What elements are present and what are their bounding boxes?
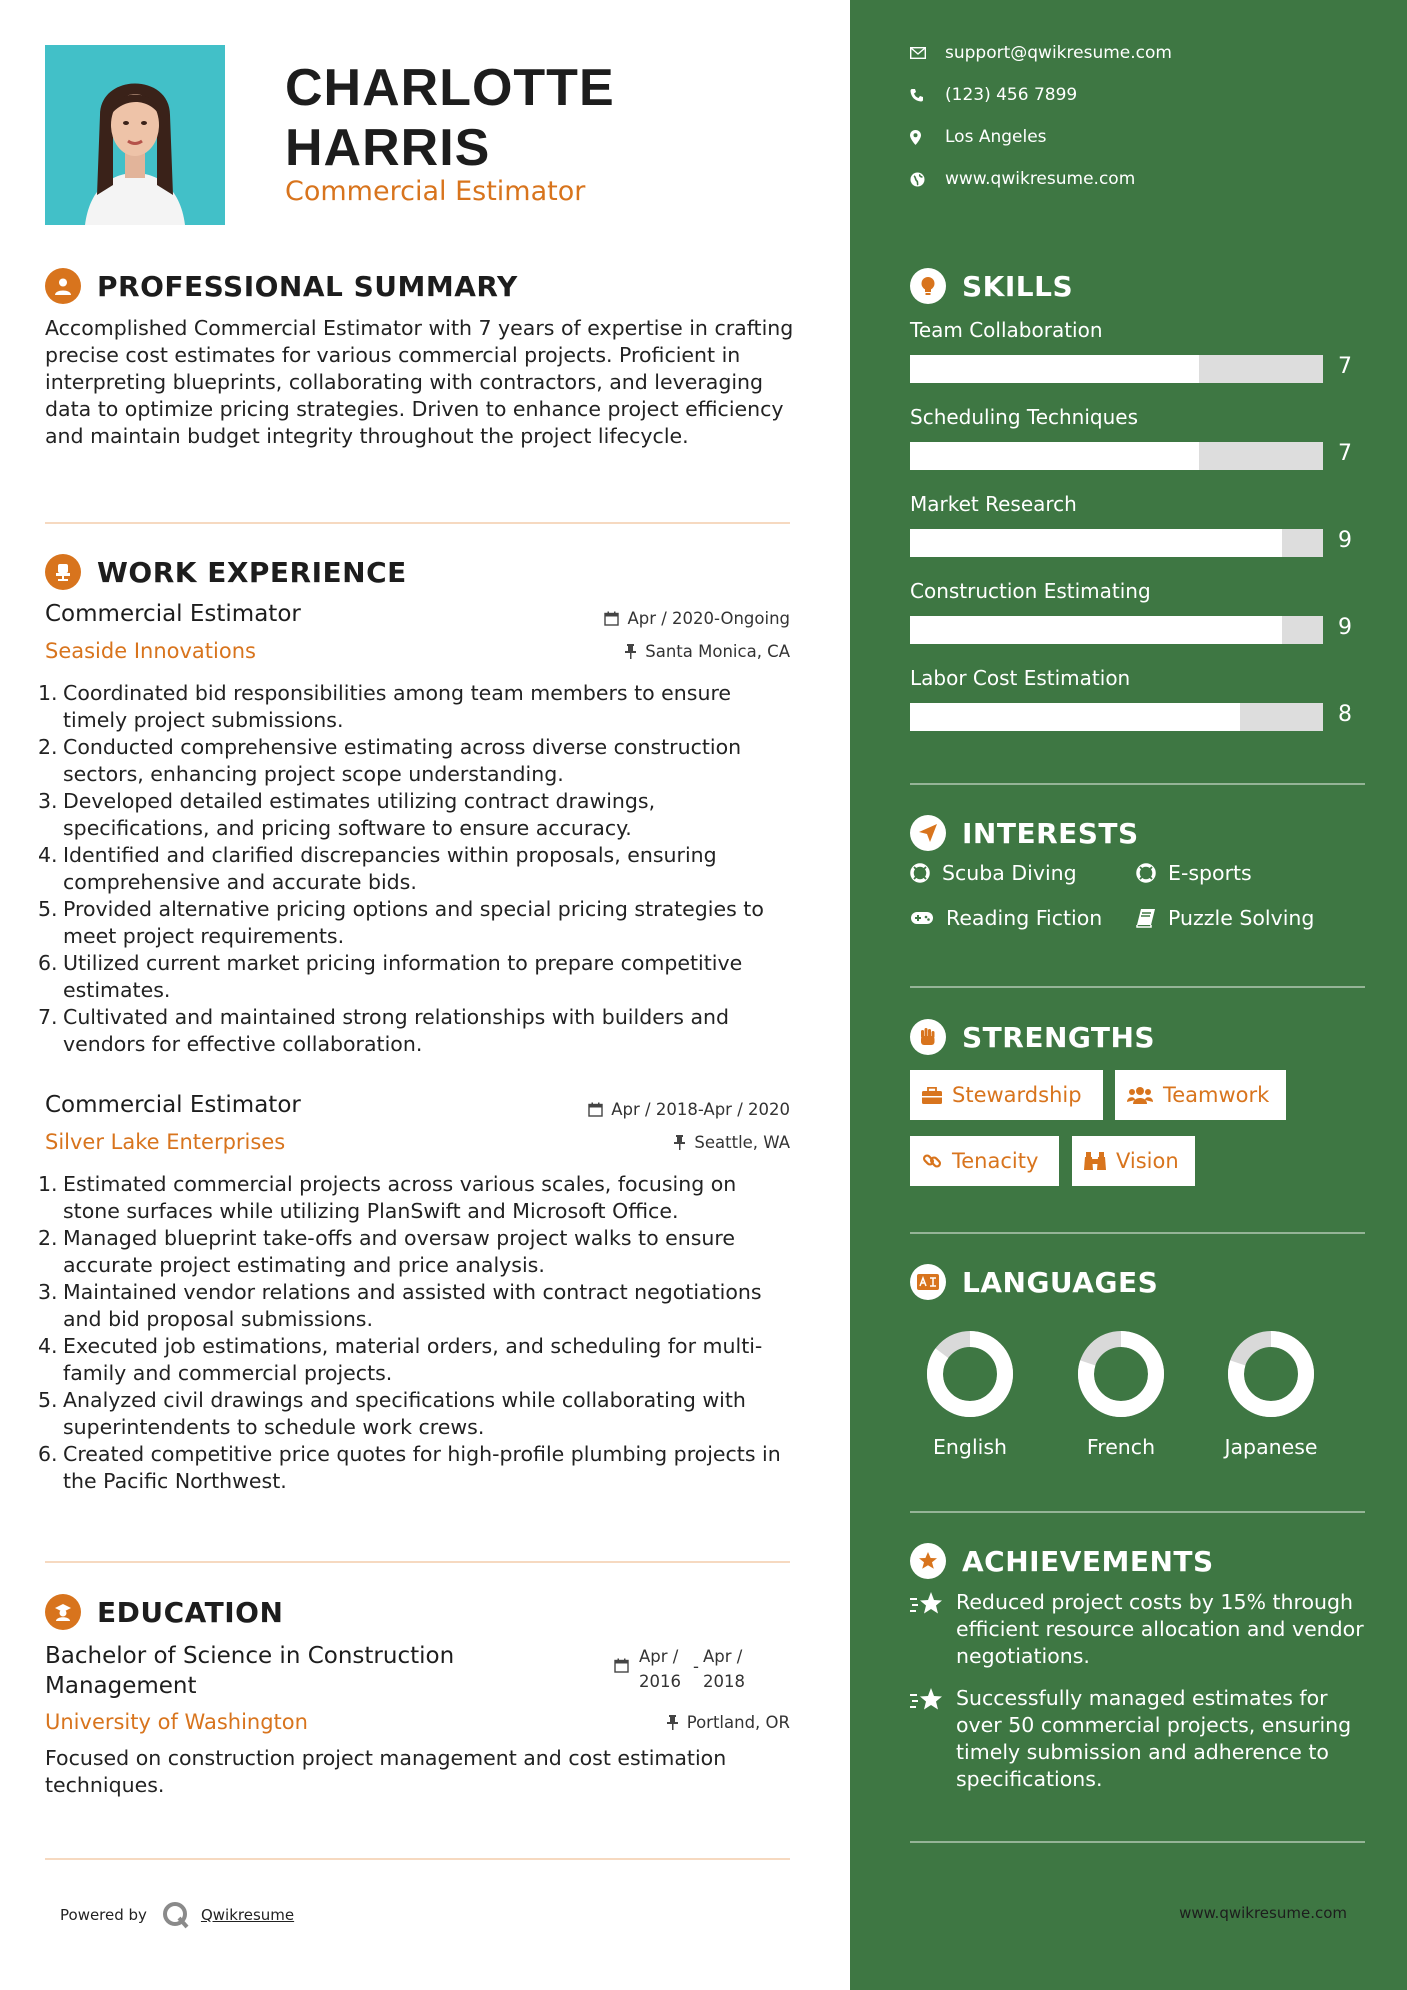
candidate-name [285,58,615,178]
interest-label: E-sports [1168,861,1252,885]
contact-email-text: support@qwikresume.com [945,43,1172,63]
briefcase-chair-icon [45,554,81,590]
book-icon [1136,908,1156,928]
pin-icon [624,644,637,659]
strength-label: Tenacity [952,1149,1039,1173]
date-dash: - [693,1657,699,1676]
job-2-company: Silver Lake Enterprises [45,1130,286,1154]
skill-bar-fill [910,442,1199,470]
map-marker-icon [910,130,921,145]
divider [910,1232,1365,1234]
education-location-text: Portland, OR [686,1713,790,1732]
contact-email[interactable] [910,43,1172,63]
experience-title: WORK EXPERIENCE [97,555,407,589]
qwikresume-link[interactable]: Qwikresume [200,1906,295,1924]
pin-icon [673,1135,686,1150]
list-item: 1. Coordinated bid responsibilities among team members to ensure timely project submissions. [38,681,732,732]
strength-tenacity [910,1136,1059,1186]
skill-bar-fill [910,355,1199,383]
divider [45,1858,790,1860]
skill-bar [910,442,1323,470]
strength-stewardship [910,1070,1103,1120]
skill-bar [910,355,1323,383]
star-award-icon [910,1543,946,1579]
interest-label: Scuba Diving [942,861,1077,885]
skill-value: 8 [1338,702,1352,727]
name-line-2: HARRIS [285,119,491,177]
education-school: University of Washington [45,1710,308,1734]
list-item: 7. Cultivated and maintained strong relationships with builders and vendors for effective collaboration. [38,1005,730,1056]
calendar-icon [604,611,619,626]
calendar-icon [588,1102,603,1117]
education-location [666,1713,790,1732]
job-1-location-text: Santa Monica, CA [645,642,790,661]
interest-puzzle-solving [1136,906,1314,930]
contact-phone[interactable] [910,85,1077,105]
skill-bar [910,529,1323,557]
divider [45,522,790,524]
languages-heading [910,1264,1158,1300]
skill-bar [910,616,1323,644]
divider [910,1841,1365,1843]
paper-plane-icon [910,815,946,851]
phone-icon [910,88,924,102]
job-1-dates-text: Apr / 2020-Ongoing [627,609,790,628]
achievement-text: Reduced project costs by 15% through efficient resource allocation and vendor negotiations. [956,1590,1364,1668]
powered-by [60,1900,294,1930]
language-label: French [1086,1435,1156,1459]
job-2-location-text: Seattle, WA [694,1133,790,1152]
interest-label: Puzzle Solving [1168,906,1315,930]
sidebar [850,0,1407,1990]
job-1-dates [604,609,790,628]
divider [910,986,1365,988]
language-label: Japanese [1224,1435,1318,1459]
skill-label: Market Research [910,492,1077,516]
strengths-heading [910,1019,1155,1055]
skills-heading [910,268,1073,304]
list-item: 3. Maintained vendor relations and assisted with contract negotiations and bid proposal submissions. [38,1280,762,1331]
strength-vision [1072,1136,1195,1186]
divider [910,1511,1365,1513]
achievement-item [910,1685,1370,1793]
skill-bar-fill [910,703,1240,731]
calendar-icon [614,1658,629,1673]
briefcase-icon [922,1087,942,1104]
job-1-company: Seaside Innovations [45,639,256,663]
profile-photo [45,45,225,225]
skill-bar [910,703,1323,731]
translate-icon [910,1264,946,1300]
achievement-text: Successfully managed estimates for over 50 commercial projects, ensuring timely submission and adherence to specifications. [956,1686,1352,1791]
list-item: 6. Utilized current market pricing information to prepare competitive estimates. [38,951,743,1002]
job-2-title: Commercial Estimator [45,1092,301,1118]
globe-icon [910,172,925,187]
star-icon [910,1687,944,1713]
strengths-title: STRENGTHS [962,1020,1156,1054]
list-item: 5. Provided alternative pricing options and special pricing strategies to meet project requirements. [38,897,764,948]
list-item: 2. Conducted comprehensive estimating across diverse construction sectors, enhancing project scope understanding. [38,735,742,786]
summary-text: Accomplished Commercial Estimator with 7 years of expertise in crafting precise cost estimates for various commercial projects. Proficient in interpreting blueprints, collaborating with contractors, and leveraging data to optimize pricing strategies. Driven to enhance project efficiency and maintain budget integrity throughout the project lifecycle. [45,316,794,448]
contact-phone-text: (123) 456 7899 [945,85,1078,105]
contact-website-text: www.qwikresume.com [945,169,1136,189]
list-item: 4. Identified and clarified discrepancies within proposals, ensuring comprehensive and accurate bids. [38,843,717,894]
job-2-location [673,1133,790,1152]
interests-title: INTERESTS [962,816,1139,850]
interest-label: Reading Fiction [946,906,1103,930]
education-heading [45,1594,283,1630]
summary-title: PROFESSIONAL SUMMARY [97,269,518,303]
strength-label: Stewardship [952,1083,1082,1107]
life-ring-icon [910,863,930,883]
education-title: EDUCATION [97,1595,284,1629]
list-item: 3. Developed detailed estimates utilizing contract drawings, specifications, and pricing software to ensure accuracy. [38,789,656,840]
link-icon [922,1151,942,1171]
fist-icon [910,1019,946,1055]
qwikresume-logo-icon [161,1900,191,1930]
user-icon [45,268,81,304]
skill-label: Construction Estimating [910,579,1151,603]
experience-heading [45,554,407,590]
list-item: 4. Executed job estimations, material orders, and scheduling for multi-family and commercial projects. [38,1334,763,1385]
name-line-1: CHARLOTTE [285,59,615,117]
lightbulb-icon [910,268,946,304]
envelope-icon [910,47,926,59]
education-dates [614,1644,745,1694]
job-1-location [624,642,790,661]
interests-heading [910,815,1139,851]
languages-title: LANGUAGES [962,1265,1159,1299]
list-item: 5. Analyzed civil drawings and specifications while collaborating with superintendents to schedule work crews. [38,1388,746,1439]
degree-line-1: Bachelor of Science in Construction [45,1643,455,1669]
education-description: Focused on construction project management and cost estimation techniques. [45,1746,727,1797]
skill-label: Labor Cost Estimation [910,666,1131,690]
degree-line-2: Management [45,1673,197,1699]
gamepad-icon [910,910,934,926]
list-item: 1. Estimated commercial projects across various scales, focusing on stone surfaces while utilizing PlanSwift and Microsoft Office. [38,1172,737,1223]
education-degree [45,1641,515,1701]
achievements-title: ACHIEVEMENTS [962,1544,1214,1578]
language-english [910,1329,1030,1459]
skill-value: 9 [1338,528,1352,553]
strength-teamwork [1115,1070,1286,1120]
graduate-icon [45,1594,81,1630]
footer-website[interactable]: www.qwikresume.com [1179,1904,1347,1922]
skill-bar-fill [910,529,1282,557]
list-item: 2. Managed blueprint take-offs and oversaw project walks to ensure accurate project estimating and price analysis. [38,1226,735,1277]
interest-e-sports [1136,861,1252,885]
job-2-bullets [38,1171,798,1495]
strength-label: Teamwork [1163,1083,1270,1107]
star-icon [910,1591,944,1617]
job-2-dates-text: Apr / 2018-Apr / 2020 [611,1100,790,1119]
job-1-title: Commercial Estimator [45,601,301,627]
skill-label: Team Collaboration [910,318,1103,342]
skills-title: SKILLS [962,269,1074,303]
list-item: 6. Created competitive price quotes for high-profile plumbing projects in the Pacific Northwest. [38,1442,781,1493]
contact-location-text: Los Angeles [945,127,1047,147]
users-icon [1127,1086,1153,1104]
language-label: English [932,1435,1008,1459]
divider [910,783,1365,785]
summary-heading [45,268,518,304]
education-start: Apr / 2016 [639,1647,681,1691]
language-french [1061,1329,1181,1459]
contact-website[interactable] [910,169,1135,189]
skill-bar-fill [910,616,1282,644]
skill-value: 9 [1338,615,1352,640]
education-end: Apr / 2018 [702,1647,745,1691]
skill-value: 7 [1338,441,1352,466]
powered-by-label: Powered by [60,1906,147,1924]
strength-label: Vision [1116,1149,1179,1173]
pin-icon [666,1715,679,1730]
job-2-dates [588,1100,790,1119]
skill-value: 7 [1338,354,1352,379]
language-level-ring [925,1329,1015,1419]
skill-label: Scheduling Techniques [910,405,1139,429]
candidate-title: Commercial Estimator [285,176,586,207]
achievement-item [910,1589,1370,1670]
life-ring-icon [1136,863,1156,883]
language-japanese [1211,1329,1331,1459]
job-1-bullets [38,680,798,1058]
language-level-ring [1076,1329,1166,1419]
achievements-heading [910,1543,1214,1579]
interest-reading-fiction [910,906,1102,930]
language-level-ring [1226,1329,1316,1419]
binoculars-icon [1084,1152,1106,1170]
divider [45,1561,790,1563]
contact-location [910,127,1047,147]
interest-scuba-diving [910,861,1077,885]
